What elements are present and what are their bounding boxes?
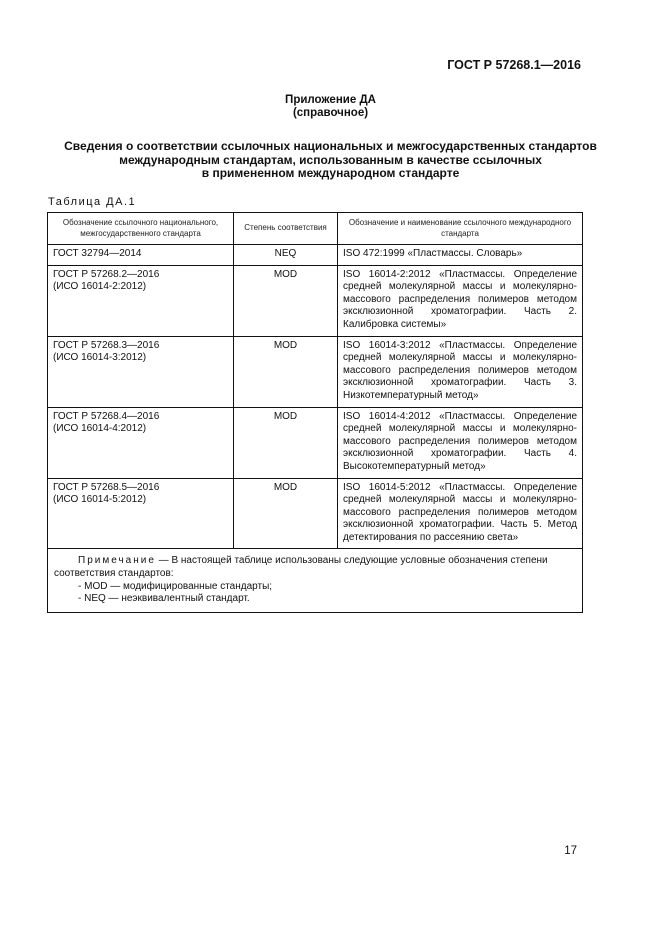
note-text: — В настоящей таблице использованы следующие условные обозначения степени соответствия стандартов:	[54, 555, 548, 580]
degree-cell: MOD	[234, 265, 338, 336]
annex-subtitle: (справочное)	[292, 107, 369, 119]
table-row	[48, 245, 583, 266]
heading-line: в примененном международном стандарте	[201, 166, 460, 180]
degree-cell: NEQ	[234, 245, 338, 266]
national-standard-cell	[48, 407, 234, 478]
annex-title: Приложение ДА	[285, 94, 376, 106]
table-row	[48, 478, 583, 549]
table-label: Таблица ДА.1	[48, 196, 137, 208]
degree-cell: MOD	[234, 478, 338, 549]
heading-line: Сведения о соответствии ссылочных национальных и межгосударственных стандартов	[64, 139, 597, 153]
international-standard-cell: ISO 16014-4:2012 «Пластмассы. Определение средней молекулярной массы и молекулярно-массового распределения полимеров методом эксклюзионной хроматографии. Часть 4. Высокотемпературный метод»	[338, 407, 583, 478]
national-iso-code: (ИСО 16014-2:2012)	[53, 281, 147, 293]
national-code: ГОСТ Р 57268.5—2016	[53, 481, 160, 493]
standard-code: ГОСТ Р 57268.1—2016	[447, 58, 581, 72]
table-row	[48, 336, 583, 407]
table-row	[48, 265, 583, 336]
international-standard-cell: ISO 16014-2:2012 «Пластмассы. Определение средней молекулярной массы и молекулярно-массового распределения полимеров методом эксклюзионной хроматографии. Часть 2. Калибровка системы»	[338, 265, 583, 336]
international-standard-cell: ISO 16014-3:2012 «Пластмассы. Определение средней молекулярной массы и молекулярно-массового распределения полимеров методом эксклюзионной хроматографии. Часть 3. Низкотемпературный метод»	[338, 336, 583, 407]
note-item: - MOD — модифицированные стандарты;	[78, 580, 273, 592]
degree-cell: MOD	[234, 336, 338, 407]
national-code: ГОСТ Р 57268.3—2016	[53, 339, 160, 351]
column-header-international: Обозначение и наименование ссылочного международного стандарта	[338, 213, 583, 245]
international-standard-cell: ISO 472:1999 «Пластмассы. Словарь»	[338, 245, 583, 266]
national-code: ГОСТ 32794—2014	[53, 248, 142, 259]
table-header-row	[48, 213, 583, 245]
table-note-row	[48, 549, 583, 612]
national-iso-code: (ИСО 16014-5:2012)	[53, 494, 147, 506]
note-label: Примечание	[78, 555, 156, 567]
section-heading	[40, 140, 621, 181]
national-code: ГОСТ Р 57268.4—2016	[53, 410, 160, 422]
national-standard-cell	[48, 265, 234, 336]
correspondence-table	[47, 212, 583, 613]
national-standard-cell	[48, 336, 234, 407]
heading-line: международным стандартам, использованным в качестве ссылочных	[119, 152, 542, 167]
national-standard-cell	[48, 478, 234, 549]
national-standard-cell	[48, 245, 234, 266]
national-iso-code: (ИСО 16014-4:2012)	[53, 423, 147, 435]
note-item: - NEQ — неэквивалентный стандарт.	[78, 593, 250, 605]
degree-cell: MOD	[234, 407, 338, 478]
national-code: ГОСТ Р 57268.2—2016	[53, 268, 160, 280]
column-header-national: Обозначение ссылочного национального, межгосударственного стандарта	[48, 213, 234, 245]
international-standard-cell: ISO 16014-5:2012 «Пластмассы. Определение средней молекулярной массы и молекулярно-массового распределения полимеров методом эксклюзионной хроматографии. Часть 5. Метод детектирования по рассеянию света»	[338, 478, 583, 549]
column-header-degree: Степень соответствия	[234, 213, 338, 245]
table-note	[48, 549, 583, 612]
national-iso-code: (ИСО 16014-3:2012)	[53, 352, 147, 364]
table-row	[48, 407, 583, 478]
page-number: 17	[564, 845, 577, 857]
